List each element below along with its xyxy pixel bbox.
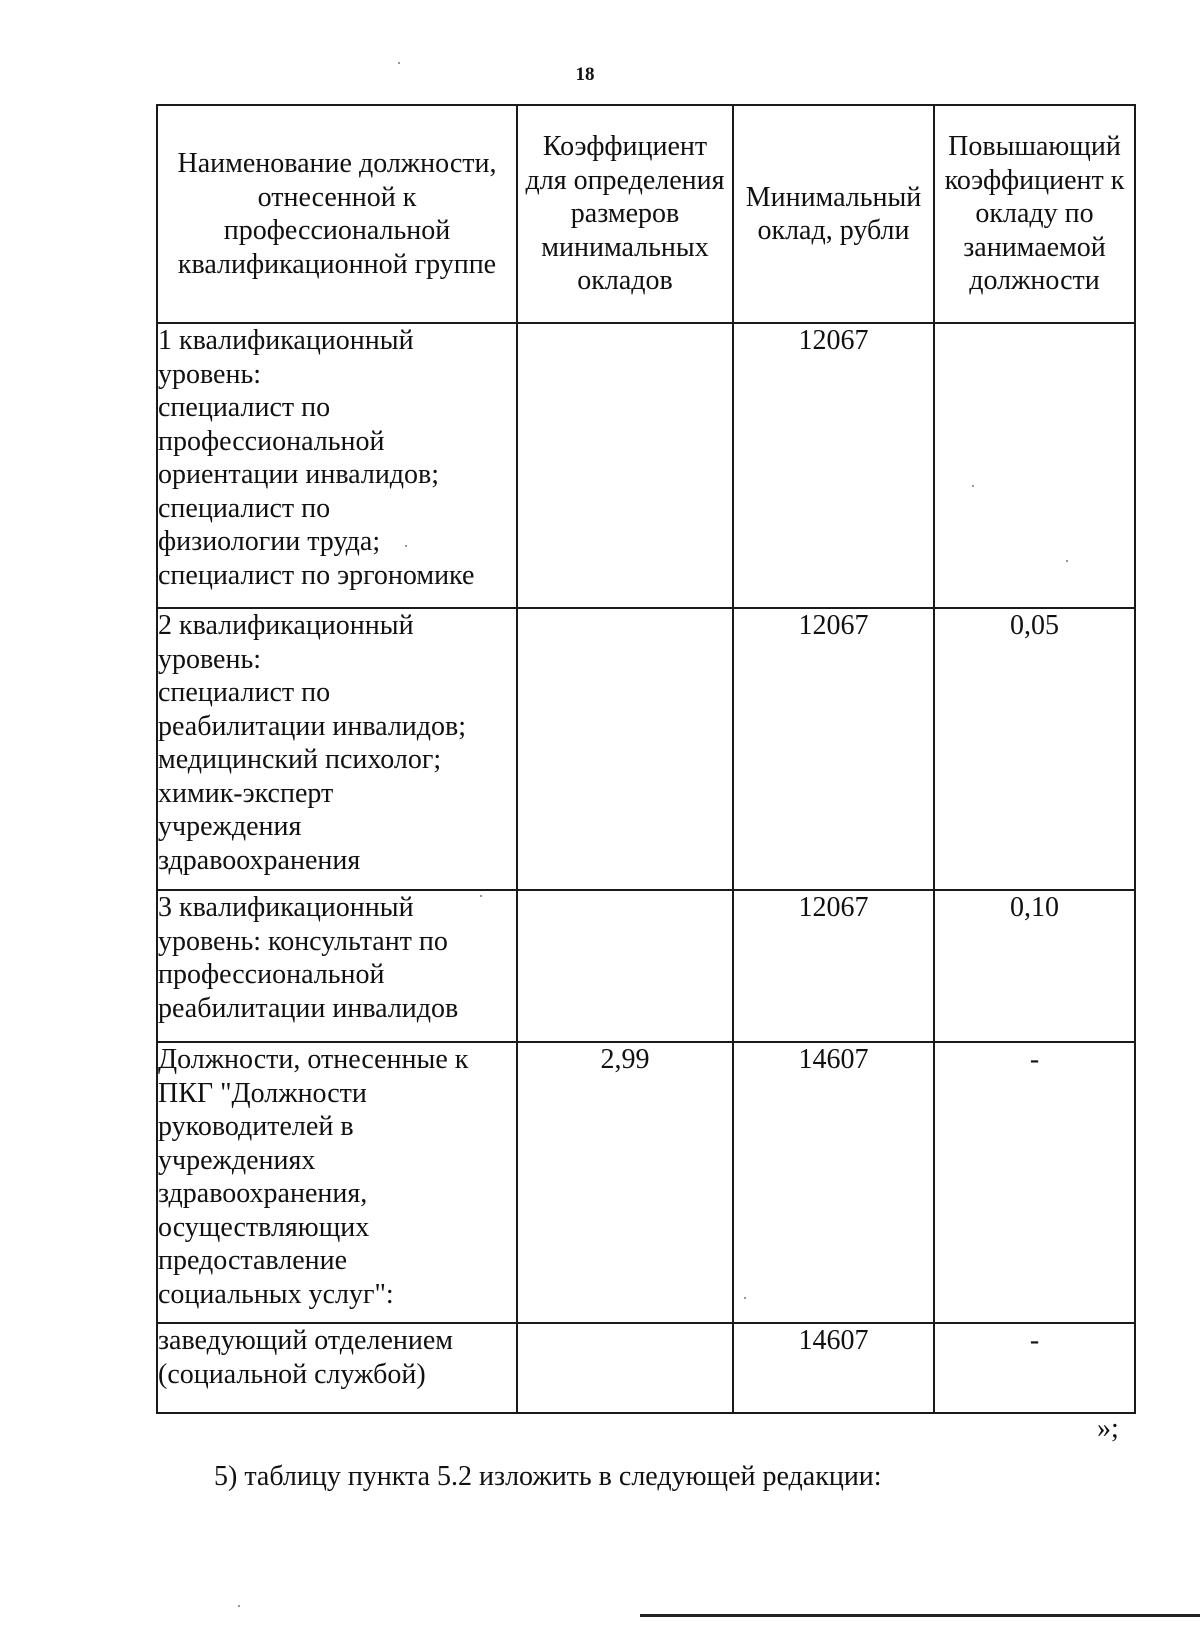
position-name-line: уровень: [158, 643, 262, 675]
position-name-line: социальных услуг": [158, 1278, 394, 1310]
position-name-cell [157, 1323, 517, 1413]
coefficient-cell [517, 323, 733, 608]
position-name-line: руководителей в [158, 1111, 354, 1142]
position-name-line: (социальной службой) [158, 1358, 426, 1390]
salary-table [156, 104, 1136, 1414]
position-name-line: 1 квалификационный [158, 325, 414, 356]
min-salary-cell: 14607 [733, 1042, 934, 1323]
coefficient-cell: 2,99 [517, 1042, 733, 1323]
position-name-line: физиологии труда; [158, 526, 381, 557]
header-coefficient: Коэффициент для определения размеров минимальных окладов [517, 105, 733, 323]
scan-speck [1066, 560, 1068, 562]
position-name-line: профессиональной [158, 425, 385, 457]
raise-coefficient-cell [934, 323, 1135, 608]
position-name-line: медицинский психолог; [158, 744, 442, 775]
position-name-line: осуществляющих [158, 1211, 370, 1243]
table-row [157, 323, 1135, 608]
scan-speck [480, 895, 482, 897]
position-name-line: специалист по [158, 677, 331, 708]
footer-rule [640, 1614, 1200, 1617]
header-raise-coefficient: Повышающий коэффициент к окладу по занимаемой должности [934, 105, 1135, 323]
position-name-line: специалист по [158, 492, 331, 524]
table-row [157, 890, 1135, 1042]
coefficient-cell [517, 608, 733, 890]
scan-speck [744, 1297, 746, 1299]
raise-coefficient-cell: 0,10 [934, 890, 1135, 1042]
position-name-line: профессиональной [158, 959, 385, 990]
position-name-line: заведующий отделением [158, 1325, 453, 1356]
table-row [157, 1042, 1135, 1323]
salary-table-container [156, 104, 1134, 1414]
closing-quote: »; [1097, 1413, 1119, 1444]
position-name-line: уровень: консультант по [158, 925, 448, 957]
position-name-line: предоставление [158, 1245, 348, 1276]
scan-speck [405, 545, 407, 547]
position-name-cell [157, 323, 517, 608]
raise-coefficient-cell: 0,05 [934, 608, 1135, 890]
header-position-name: Наименование должности, отнесенной к профессиональной квалификационной группе [157, 105, 517, 323]
position-name-line: ПКГ "Должности [158, 1077, 367, 1109]
position-name-line: 3 квалификационный [158, 892, 414, 923]
position-name-line: учреждения [158, 811, 302, 842]
position-name-line: уровень: [158, 358, 262, 390]
position-name-cell [157, 890, 517, 1042]
table-row [157, 608, 1135, 890]
min-salary-cell: 14607 [733, 1323, 934, 1413]
header-min-salary: Минимальный оклад, рубли [733, 105, 934, 323]
min-salary-cell: 12067 [733, 608, 934, 890]
position-name-line: учреждениях [158, 1144, 316, 1176]
min-salary-cell: 12067 [733, 323, 934, 608]
table-row [157, 1323, 1135, 1413]
scan-speck [238, 1605, 240, 1607]
scan-speck [398, 62, 400, 64]
table-header-row [157, 105, 1135, 323]
position-name-line: Должности, отнесенные к [158, 1044, 469, 1075]
raise-coefficient-cell: - [934, 1042, 1135, 1323]
position-name-line: 2 квалификационный [158, 610, 414, 641]
position-name-line: ориентации инвалидов; [158, 459, 440, 490]
position-name-cell [157, 1042, 517, 1323]
position-name-line: химик-эксперт [158, 777, 334, 809]
coefficient-cell [517, 1323, 733, 1413]
instruction-text: 5) таблицу пункта 5.2 изложить в следующей редакции: [214, 1461, 882, 1492]
coefficient-cell [517, 890, 733, 1042]
position-name-line: реабилитации инвалидов; [158, 710, 467, 742]
position-name-cell [157, 608, 517, 890]
position-name-line: здравоохранения [158, 844, 361, 876]
position-name-line: здравоохранения, [158, 1178, 368, 1209]
raise-coefficient-cell: - [934, 1323, 1135, 1413]
min-salary-cell: 12067 [733, 890, 934, 1042]
position-name-line: специалист по эргономике [158, 559, 475, 591]
page-number: 18 [575, 64, 595, 85]
position-name-line: специалист по [158, 392, 331, 423]
scan-speck [972, 485, 974, 487]
position-name-line: реабилитации инвалидов [158, 992, 459, 1024]
